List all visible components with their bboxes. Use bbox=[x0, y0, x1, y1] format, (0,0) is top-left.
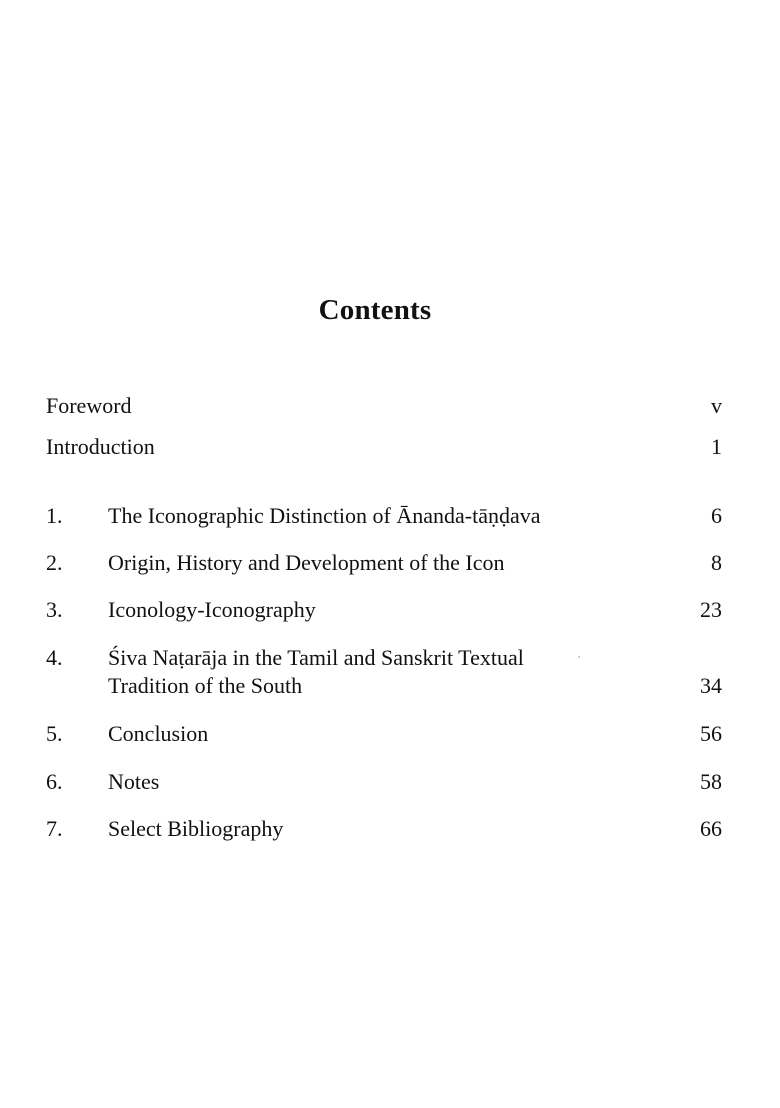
chapter-number: 5. bbox=[46, 721, 63, 746]
chapter-number: 1. bbox=[46, 503, 63, 528]
chapter-title-line-1: Śiva Naṭarāja in the Tamil and Sanskrit Textual bbox=[108, 645, 524, 670]
paper-speck bbox=[578, 656, 580, 658]
chapter-title: Select Bibliography bbox=[108, 816, 284, 841]
chapter-title: Conclusion bbox=[108, 721, 209, 746]
toc-page-number: 58 bbox=[700, 769, 722, 794]
toc-page-number: 23 bbox=[700, 597, 722, 622]
chapter-title: Iconology-Iconography bbox=[108, 597, 316, 622]
toc-page-number: v bbox=[711, 393, 722, 418]
chapter-number: 7. bbox=[46, 816, 63, 841]
chapter-title: Notes bbox=[108, 769, 160, 794]
toc-entry-label: Foreword bbox=[46, 393, 132, 418]
chapter-title-line-2: Tradition of the South bbox=[108, 673, 303, 698]
chapter-number: 6. bbox=[46, 769, 63, 794]
chapter-title: The Iconographic Distinction of Ānanda-tāṇḍava bbox=[108, 503, 541, 528]
toc-page-number: 1 bbox=[711, 434, 722, 459]
chapter-number: 4. bbox=[46, 645, 63, 670]
toc-entry-label: Introduction bbox=[46, 434, 155, 459]
chapter-number: 3. bbox=[46, 597, 63, 622]
toc-page-number: 66 bbox=[700, 816, 722, 841]
chapter-number: 2. bbox=[46, 550, 63, 575]
toc-page-number: 34 bbox=[700, 673, 722, 698]
toc-entry-chapter-4[interactable] bbox=[0, 644, 780, 704]
chapter-title: Origin, History and Development of the Icon bbox=[108, 550, 505, 575]
page-title: Contents bbox=[318, 294, 432, 326]
toc-page-number: 6 bbox=[711, 503, 722, 528]
toc-page-number: 8 bbox=[711, 550, 722, 575]
toc-page-number: 56 bbox=[700, 721, 722, 746]
